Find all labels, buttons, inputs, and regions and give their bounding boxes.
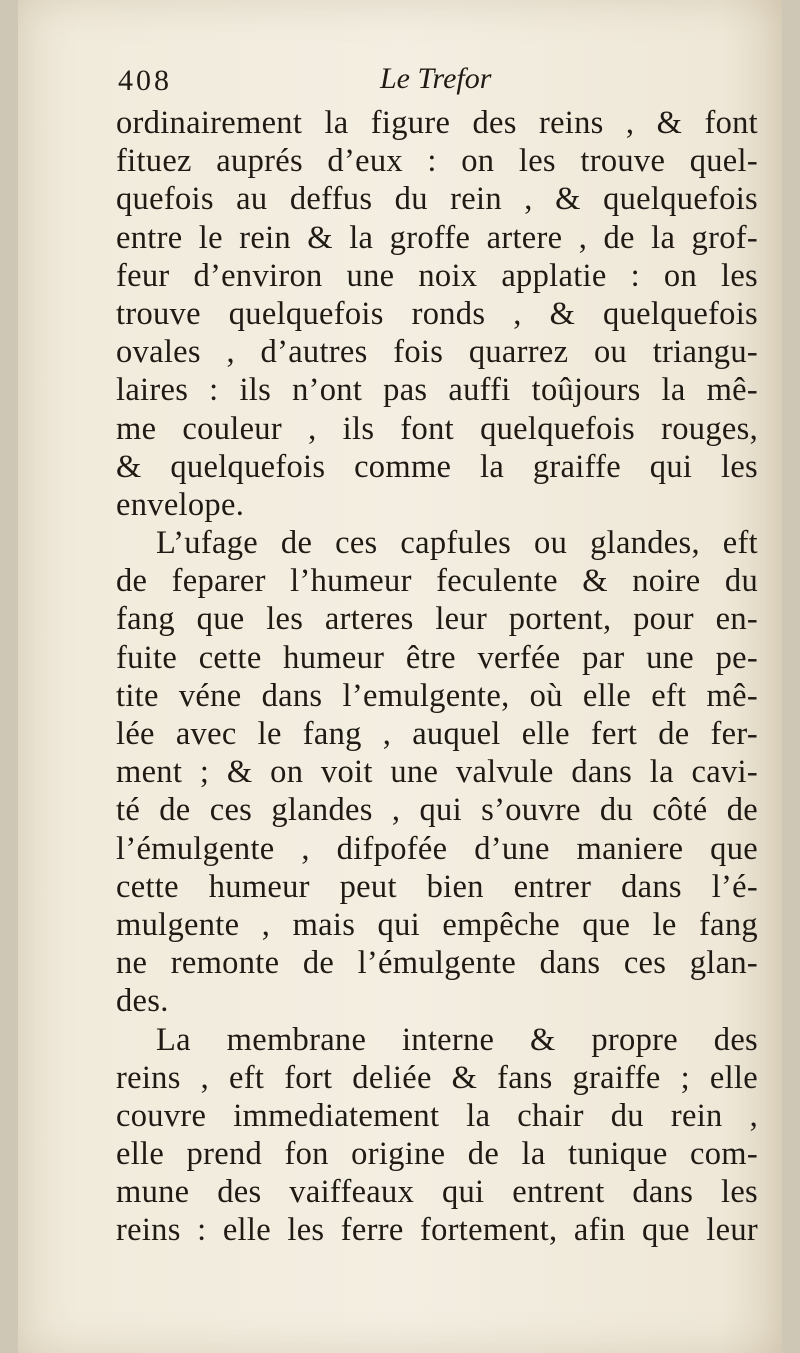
text-line: fang que les arteres leur portent, pour en- [116,601,758,638]
text-line: me couleur , ils font quelquefois rouges, [116,410,758,447]
text-line: laires : ils n’ont pas auffi toûjours la mê- [116,372,758,409]
text-line: reins , eft fort deliée & fans graiffe ; elle [116,1059,758,1096]
text-line: & quelquefois comme la graiffe qui les [116,448,758,485]
text-line: ment ; & on voit une valvule dans la cavi- [116,754,758,791]
text-line: fituez auprés d’eux : on les trouve quel- [116,143,758,180]
running-head [118,62,758,102]
paragraph-start-line: La membrane interne & propre des [156,1021,758,1058]
text-line: lée avec le fang , auquel elle fert de fer- [116,716,758,752]
text-line: des. [116,983,169,1020]
text-line: trouve quelquefois ronds , & quelquefois [116,295,758,332]
text-line: tite véne dans l’emulgente, où elle eft mê- [116,677,758,714]
text-line: fuite cette humeur être verfée par une pe- [116,639,758,676]
text-line: ovales , d’autres fois quarrez ou triangu- [116,334,758,371]
text-line: cette humeur peut bien entrer dans l’é- [116,868,758,905]
text-line: té de ces glandes , qui s’ouvre du côté de [116,792,758,829]
text-line: reins : elle les ferre fortement, afin que leur [116,1212,758,1249]
body-text [116,104,758,1250]
text-line: elle prend fon origine de la tunique com- [116,1136,758,1173]
text-line: ne remonte de l’émulgente dans ces glan- [116,945,758,982]
paragraph-start-line: L’ufage de ces capfules ou glandes, eft [156,525,758,562]
book-page [18,0,782,1353]
text-line: de feparer l’humeur feculente & noire du [116,563,758,600]
text-line: envelope. [116,486,245,523]
text-line: couvre immediatement la chair du rein , [116,1097,758,1134]
text-line: mulgente , mais qui empêche que le fang [116,906,758,943]
text-line: feur d’environ une noix applatie : on les [116,257,758,294]
text-line: ordinairement la figure des reins , & font [116,105,758,141]
text-line: entre le rein & la groffe artere , de la grof- [116,219,758,256]
text-line: mune des vaiffeaux qui entrent dans les [116,1174,758,1211]
text-line: quefois au deffus du rein , & quelquefois [116,181,758,218]
page-number: 408 [118,64,172,97]
text-line: l’émulgente , difpofée d’une maniere que [116,830,758,867]
running-title: Le Trefor [380,62,492,95]
